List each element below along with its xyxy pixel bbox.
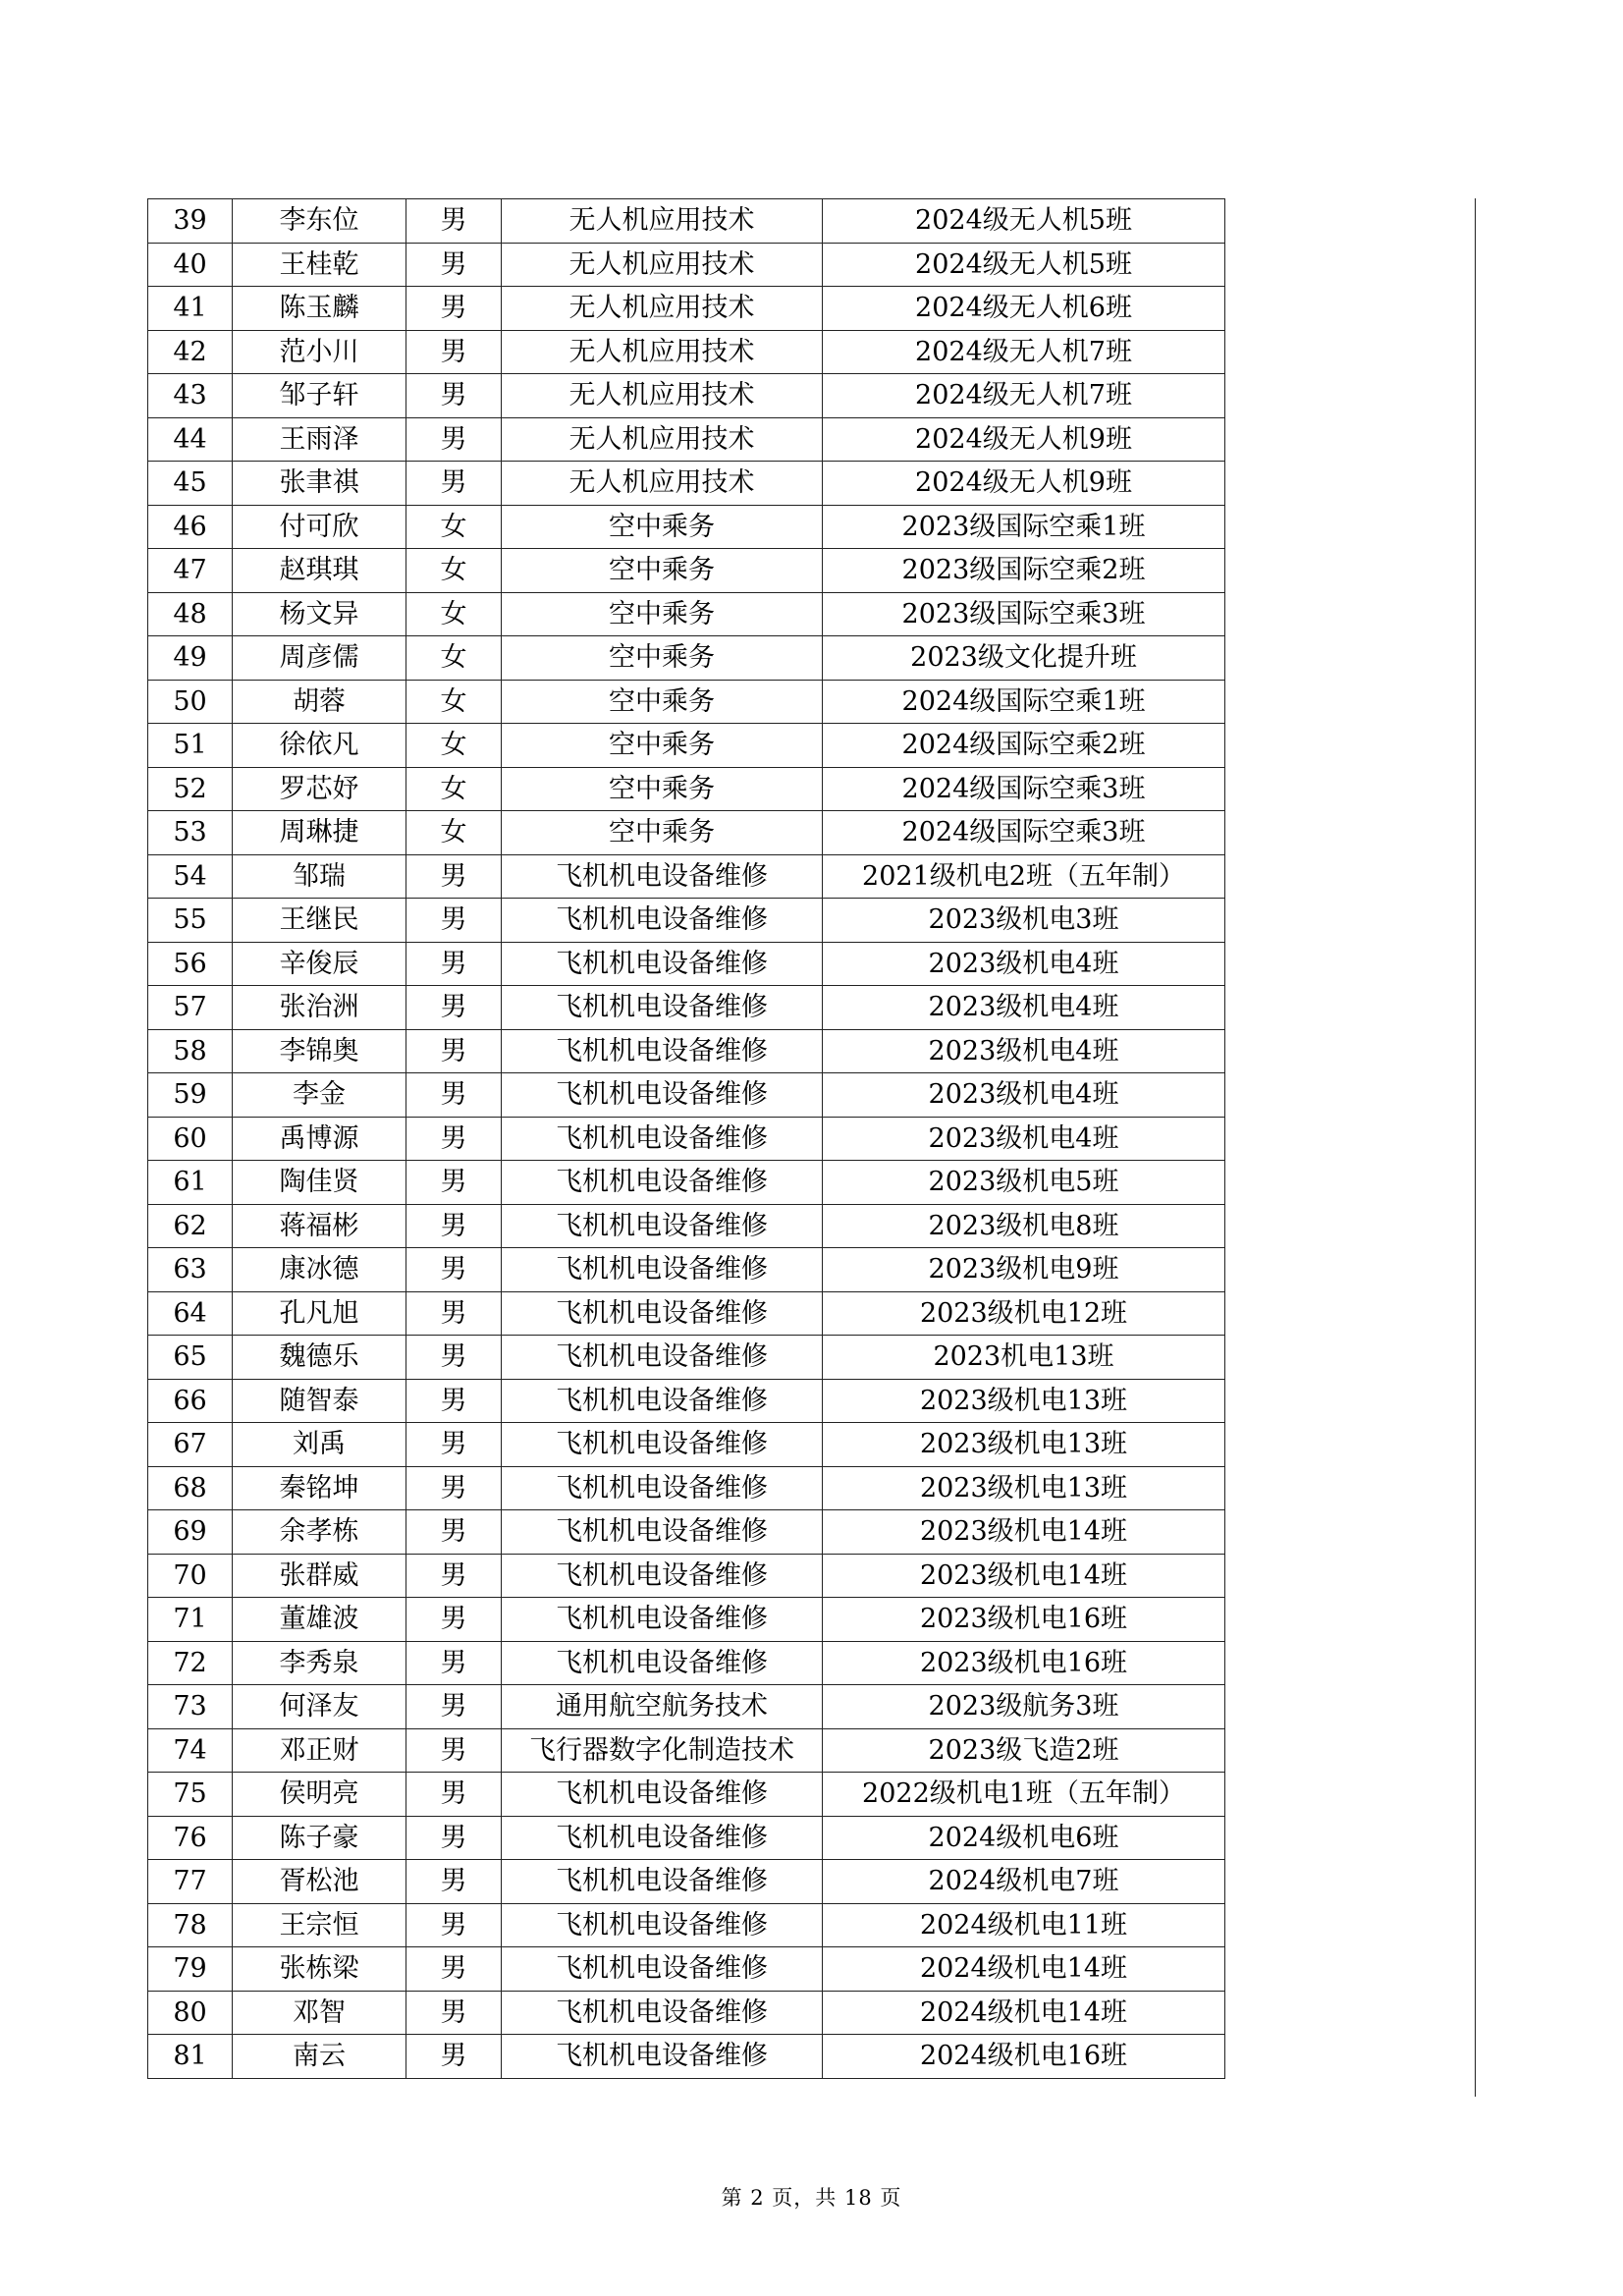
table-row [148,1554,1225,1598]
major-cell: 无人机应用技术 [502,199,823,244]
gender-cell: 男 [406,1991,502,2035]
name-cell: 杨文异 [233,592,406,636]
class-cell: 2023级机电12班 [823,1291,1225,1336]
major-cell: 飞机机电设备维修 [502,986,823,1030]
name-cell: 胡蓉 [233,680,406,724]
major-cell: 无人机应用技术 [502,330,823,374]
gender-cell: 女 [406,811,502,855]
row-number-cell: 50 [148,680,233,724]
major-cell: 无人机应用技术 [502,374,823,418]
gender-cell: 男 [406,1248,502,1292]
major-cell: 飞机机电设备维修 [502,1554,823,1598]
row-number-cell: 80 [148,1991,233,2035]
gender-cell: 男 [406,986,502,1030]
class-cell: 2023级航务3班 [823,1685,1225,1729]
class-cell: 2024级机电7班 [823,1860,1225,1904]
gender-cell: 男 [406,1466,502,1510]
major-cell: 飞机机电设备维修 [502,899,823,943]
gender-cell: 男 [406,2035,502,2079]
major-cell: 飞机机电设备维修 [502,1204,823,1248]
gender-cell: 男 [406,417,502,462]
name-cell: 邓正财 [233,1728,406,1773]
student-table-body [148,199,1225,2079]
class-cell: 2023级机电14班 [823,1510,1225,1555]
major-cell: 无人机应用技术 [502,287,823,331]
gender-cell: 男 [406,1554,502,1598]
name-cell: 魏德乐 [233,1336,406,1380]
row-number-cell: 62 [148,1204,233,1248]
gender-cell: 男 [406,1204,502,1248]
class-cell: 2023级文化提升班 [823,636,1225,681]
gender-cell: 男 [406,1336,502,1380]
class-cell: 2024级无人机7班 [823,374,1225,418]
table-row [148,2035,1225,2079]
major-cell: 空中乘务 [502,592,823,636]
name-cell: 周彦儒 [233,636,406,681]
name-cell: 康冰德 [233,1248,406,1292]
name-cell: 禹博源 [233,1117,406,1161]
row-number-cell: 65 [148,1336,233,1380]
class-cell: 2024级无人机9班 [823,417,1225,462]
gender-cell: 男 [406,1685,502,1729]
major-cell: 飞机机电设备维修 [502,854,823,899]
row-number-cell: 40 [148,243,233,287]
table-row [148,1816,1225,1860]
class-cell: 2023级机电4班 [823,1073,1225,1118]
gender-cell: 男 [406,1903,502,1947]
name-cell: 范小川 [233,330,406,374]
major-cell: 飞行器数字化制造技术 [502,1728,823,1773]
class-cell: 2022级机电1班（五年制） [823,1773,1225,1817]
row-number-cell: 49 [148,636,233,681]
gender-cell: 女 [406,592,502,636]
table-row [148,724,1225,768]
gender-cell: 女 [406,724,502,768]
row-number-cell: 61 [148,1161,233,1205]
class-cell: 2024级国际空乘3班 [823,767,1225,811]
class-cell: 2023级机电4班 [823,1117,1225,1161]
table-row [148,1598,1225,1642]
name-cell: 董雄波 [233,1598,406,1642]
gender-cell: 男 [406,1423,502,1467]
gender-cell: 男 [406,462,502,506]
table-row [148,1073,1225,1118]
table-row [148,1903,1225,1947]
major-cell: 空中乘务 [502,811,823,855]
table-row [148,1466,1225,1510]
table-row [148,1685,1225,1729]
table-row [148,1248,1225,1292]
gender-cell: 男 [406,374,502,418]
gender-cell: 男 [406,1947,502,1992]
row-number-cell: 56 [148,942,233,986]
gender-cell: 男 [406,1117,502,1161]
major-cell: 飞机机电设备维修 [502,1423,823,1467]
name-cell: 孔凡旭 [233,1291,406,1336]
row-number-cell: 77 [148,1860,233,1904]
major-cell: 飞机机电设备维修 [502,1161,823,1205]
table-row [148,199,1225,244]
table-row [148,549,1225,593]
row-number-cell: 46 [148,505,233,549]
table-row [148,680,1225,724]
name-cell: 余孝栋 [233,1510,406,1555]
name-cell: 陶佳贤 [233,1161,406,1205]
row-number-cell: 79 [148,1947,233,1992]
name-cell: 周琳捷 [233,811,406,855]
class-cell: 2023级飞造2班 [823,1728,1225,1773]
class-cell: 2021级机电2班（五年制） [823,854,1225,899]
row-number-cell: 42 [148,330,233,374]
name-cell: 邹瑞 [233,854,406,899]
major-cell: 飞机机电设备维修 [502,1029,823,1073]
name-cell: 李东位 [233,199,406,244]
class-cell: 2024级国际空乘1班 [823,680,1225,724]
table-row [148,1117,1225,1161]
class-cell: 2024级机电11班 [823,1903,1225,1947]
row-number-cell: 64 [148,1291,233,1336]
table-row [148,854,1225,899]
class-cell: 2023级机电9班 [823,1248,1225,1292]
major-cell: 飞机机电设备维修 [502,1466,823,1510]
class-cell: 2023级国际空乘2班 [823,549,1225,593]
major-cell: 空中乘务 [502,724,823,768]
class-cell: 2023级机电4班 [823,986,1225,1030]
table-row [148,374,1225,418]
major-cell: 飞机机电设备维修 [502,1248,823,1292]
class-cell: 2023级机电4班 [823,942,1225,986]
table-row [148,1029,1225,1073]
table-row [148,417,1225,462]
row-number-cell: 70 [148,1554,233,1598]
name-cell: 陈子豪 [233,1816,406,1860]
row-number-cell: 41 [148,287,233,331]
student-table [147,198,1225,2079]
major-cell: 飞机机电设备维修 [502,1860,823,1904]
name-cell: 王雨泽 [233,417,406,462]
class-cell: 2024级无人机5班 [823,243,1225,287]
class-cell: 2023级机电13班 [823,1466,1225,1510]
row-number-cell: 73 [148,1685,233,1729]
row-number-cell: 52 [148,767,233,811]
class-cell: 2024级无人机7班 [823,330,1225,374]
gender-cell: 男 [406,1510,502,1555]
row-number-cell: 68 [148,1466,233,1510]
class-cell: 2023级机电13班 [823,1379,1225,1423]
table-row [148,636,1225,681]
gender-cell: 女 [406,767,502,811]
major-cell: 飞机机电设备维修 [502,1336,823,1380]
row-number-cell: 74 [148,1728,233,1773]
class-cell: 2024级机电6班 [823,1816,1225,1860]
row-number-cell: 58 [148,1029,233,1073]
class-cell: 2023级机电16班 [823,1598,1225,1642]
gender-cell: 男 [406,1291,502,1336]
row-number-cell: 69 [148,1510,233,1555]
table-row [148,1641,1225,1685]
table-row [148,1947,1225,1992]
major-cell: 空中乘务 [502,767,823,811]
row-number-cell: 43 [148,374,233,418]
name-cell: 张治洲 [233,986,406,1030]
name-cell: 刘禹 [233,1423,406,1467]
major-cell: 无人机应用技术 [502,462,823,506]
major-cell: 空中乘务 [502,505,823,549]
row-number-cell: 76 [148,1816,233,1860]
name-cell: 赵琪琪 [233,549,406,593]
table-row [148,1161,1225,1205]
major-cell: 飞机机电设备维修 [502,1510,823,1555]
table-row [148,1204,1225,1248]
row-number-cell: 53 [148,811,233,855]
row-number-cell: 44 [148,417,233,462]
table-row [148,243,1225,287]
table-row [148,505,1225,549]
table-row [148,592,1225,636]
major-cell: 飞机机电设备维修 [502,2035,823,2079]
gender-cell: 男 [406,1728,502,1773]
class-cell: 2024级无人机5班 [823,199,1225,244]
class-cell: 2023级机电16班 [823,1641,1225,1685]
major-cell: 飞机机电设备维修 [502,1379,823,1423]
row-number-cell: 59 [148,1073,233,1118]
row-number-cell: 63 [148,1248,233,1292]
gender-cell: 女 [406,549,502,593]
major-cell: 飞机机电设备维修 [502,1073,823,1118]
major-cell: 通用航空航务技术 [502,1685,823,1729]
gender-cell: 女 [406,680,502,724]
class-cell: 2024级国际空乘2班 [823,724,1225,768]
class-cell: 2024级机电14班 [823,1991,1225,2035]
class-cell: 2024级无人机9班 [823,462,1225,506]
name-cell: 南云 [233,2035,406,2079]
major-cell: 飞机机电设备维修 [502,1947,823,1992]
class-cell: 2023级机电4班 [823,1029,1225,1073]
name-cell: 何泽友 [233,1685,406,1729]
table-row [148,811,1225,855]
major-cell: 无人机应用技术 [502,417,823,462]
name-cell: 蒋福彬 [233,1204,406,1248]
table-row [148,1860,1225,1904]
table-row [148,942,1225,986]
gender-cell: 男 [406,1029,502,1073]
class-cell: 2024级国际空乘3班 [823,811,1225,855]
major-cell: 飞机机电设备维修 [502,1816,823,1860]
row-number-cell: 57 [148,986,233,1030]
name-cell: 邹子轩 [233,374,406,418]
gender-cell: 女 [406,505,502,549]
gender-cell: 男 [406,199,502,244]
major-cell: 空中乘务 [502,680,823,724]
page-number-footer: 第 2 页，共 18 页 [721,2186,902,2210]
major-cell: 飞机机电设备维修 [502,1991,823,2035]
name-cell: 陈玉麟 [233,287,406,331]
class-cell: 2023级国际空乘3班 [823,592,1225,636]
table-row [148,330,1225,374]
major-cell: 无人机应用技术 [502,243,823,287]
name-cell: 罗芯妤 [233,767,406,811]
class-cell: 2023级机电3班 [823,899,1225,943]
gender-cell: 男 [406,854,502,899]
row-number-cell: 55 [148,899,233,943]
gender-cell: 男 [406,1641,502,1685]
class-cell: 2024级无人机6班 [823,287,1225,331]
name-cell: 张聿祺 [233,462,406,506]
name-cell: 王宗恒 [233,1903,406,1947]
row-number-cell: 78 [148,1903,233,1947]
class-cell: 2023级机电14班 [823,1554,1225,1598]
name-cell: 王继民 [233,899,406,943]
name-cell: 张栋梁 [233,1947,406,1992]
name-cell: 王桂乾 [233,243,406,287]
major-cell: 飞机机电设备维修 [502,1641,823,1685]
name-cell: 李秀泉 [233,1641,406,1685]
table-row [148,1379,1225,1423]
table-row [148,899,1225,943]
table-row [148,1291,1225,1336]
table-row [148,1728,1225,1773]
row-number-cell: 71 [148,1598,233,1642]
gender-cell: 男 [406,1773,502,1817]
row-number-cell: 45 [148,462,233,506]
major-cell: 飞机机电设备维修 [502,1903,823,1947]
row-number-cell: 51 [148,724,233,768]
table-row [148,986,1225,1030]
major-cell: 飞机机电设备维修 [502,942,823,986]
table-row [148,767,1225,811]
gender-cell: 男 [406,942,502,986]
row-number-cell: 72 [148,1641,233,1685]
gender-cell: 男 [406,330,502,374]
name-cell: 张群威 [233,1554,406,1598]
class-cell: 2023级机电13班 [823,1423,1225,1467]
gender-cell: 男 [406,243,502,287]
name-cell: 付可欣 [233,505,406,549]
row-number-cell: 54 [148,854,233,899]
name-cell: 李锦奥 [233,1029,406,1073]
row-number-cell: 75 [148,1773,233,1817]
class-cell: 2023级机电8班 [823,1204,1225,1248]
name-cell: 徐依凡 [233,724,406,768]
table-row [148,1510,1225,1555]
gender-cell: 男 [406,1161,502,1205]
row-number-cell: 60 [148,1117,233,1161]
class-cell: 2023机电13班 [823,1336,1225,1380]
name-cell: 邓智 [233,1991,406,2035]
major-cell: 飞机机电设备维修 [502,1117,823,1161]
gender-cell: 女 [406,636,502,681]
gender-cell: 男 [406,899,502,943]
class-cell: 2023级机电5班 [823,1161,1225,1205]
major-cell: 空中乘务 [502,549,823,593]
name-cell: 侯明亮 [233,1773,406,1817]
class-cell: 2024级机电16班 [823,2035,1225,2079]
gender-cell: 男 [406,1816,502,1860]
row-number-cell: 67 [148,1423,233,1467]
name-cell: 辛俊辰 [233,942,406,986]
gender-cell: 男 [406,1860,502,1904]
table-row [148,462,1225,506]
gender-cell: 男 [406,287,502,331]
row-number-cell: 48 [148,592,233,636]
table-row [148,1336,1225,1380]
name-cell: 秦铭坤 [233,1466,406,1510]
major-cell: 飞机机电设备维修 [502,1598,823,1642]
row-number-cell: 47 [148,549,233,593]
table-row [148,1991,1225,2035]
major-cell: 飞机机电设备维修 [502,1773,823,1817]
gender-cell: 男 [406,1379,502,1423]
table-row [148,1773,1225,1817]
class-cell: 2024级机电14班 [823,1947,1225,1992]
right-margin-rule [1475,198,1476,2097]
gender-cell: 男 [406,1598,502,1642]
class-cell: 2023级国际空乘1班 [823,505,1225,549]
gender-cell: 男 [406,1073,502,1118]
name-cell: 李金 [233,1073,406,1118]
table-row [148,1423,1225,1467]
row-number-cell: 39 [148,199,233,244]
row-number-cell: 81 [148,2035,233,2079]
name-cell: 胥松池 [233,1860,406,1904]
major-cell: 飞机机电设备维修 [502,1291,823,1336]
name-cell: 随智泰 [233,1379,406,1423]
major-cell: 空中乘务 [502,636,823,681]
row-number-cell: 66 [148,1379,233,1423]
table-row [148,287,1225,331]
